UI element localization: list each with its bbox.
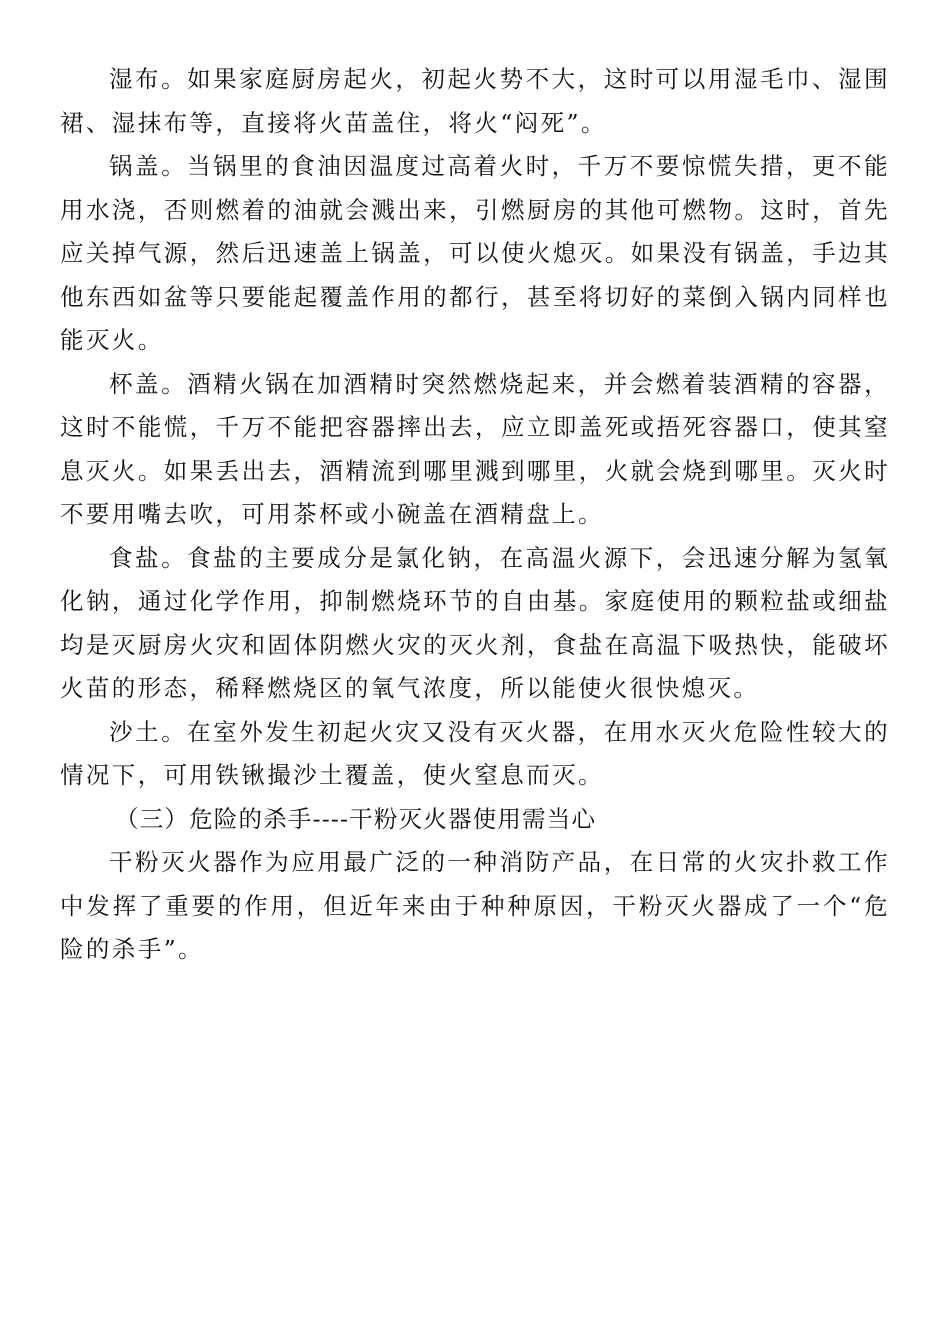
section-heading: （三）危险的杀手----干粉灭火器使用需当心 bbox=[115, 804, 597, 833]
paragraph-salt: 食盐。食盐的主要成分是氯化钠，在高温火源下，会迅速分解为氢氧化钠，通过化学作用，抑制燃烧环节的自由基。家庭使用的颗粒盐或细盐均是灭厨房火灾和固体阴燃火灾的灭火剂，食盐在高温下吸热快，能破坏火苗的形态，稀释燃烧区的氧气浓度，所以能使火很快熄灭。 bbox=[60, 543, 890, 702]
paragraph-wet-cloth: 湿布。如果家庭厨房起火，初起火势不大，这时可以用湿毛巾、湿围裙、湿抹布等，直接将火苗盖住，将火“闷死”。 bbox=[60, 65, 890, 137]
paragraph-cup-lid: 杯盖。酒精火锅在加酒精时突然燃烧起来，并会燃着装酒精的容器，这时不能慌，千万不能把容器摔出去，应立即盖死或捂死容器口，使其窒息灭火。如果丢出去，酒精流到哪里溅到哪里，火就会烧到哪里。灭火时不要用嘴去吹，可用茶杯或小碗盖在酒精盘上。 bbox=[60, 369, 890, 528]
paragraph-pot-lid: 锅盖。当锅里的食油因温度过高着火时，千万不要惊慌失措，更不能用水浇，否则燃着的油就会溅出来，引燃厨房的其他可燃物。这时，首先应关掉气源，然后迅速盖上锅盖，可以使火熄灭。如果没有锅盖，手边其他东西如盆等只要能起覆盖作用的都行，甚至将切好的菜倒入锅内同样也能灭火。 bbox=[60, 152, 890, 354]
document-page bbox=[60, 58, 890, 972]
paragraph-dry-powder-extinguisher: 干粉灭火器作为应用最广泛的一种消防产品，在日常的火灾扑救工作中发挥了重要的作用，但近年来由于种种原因，干粉灭火器成了一个“危险的杀手”。 bbox=[60, 848, 890, 963]
paragraph-sand: 沙土。在室外发生初起火灾又没有灭火器，在用水灭火危险性较大的情况下，可用铁锹撮沙土覆盖，使火窒息而灭。 bbox=[60, 717, 890, 789]
